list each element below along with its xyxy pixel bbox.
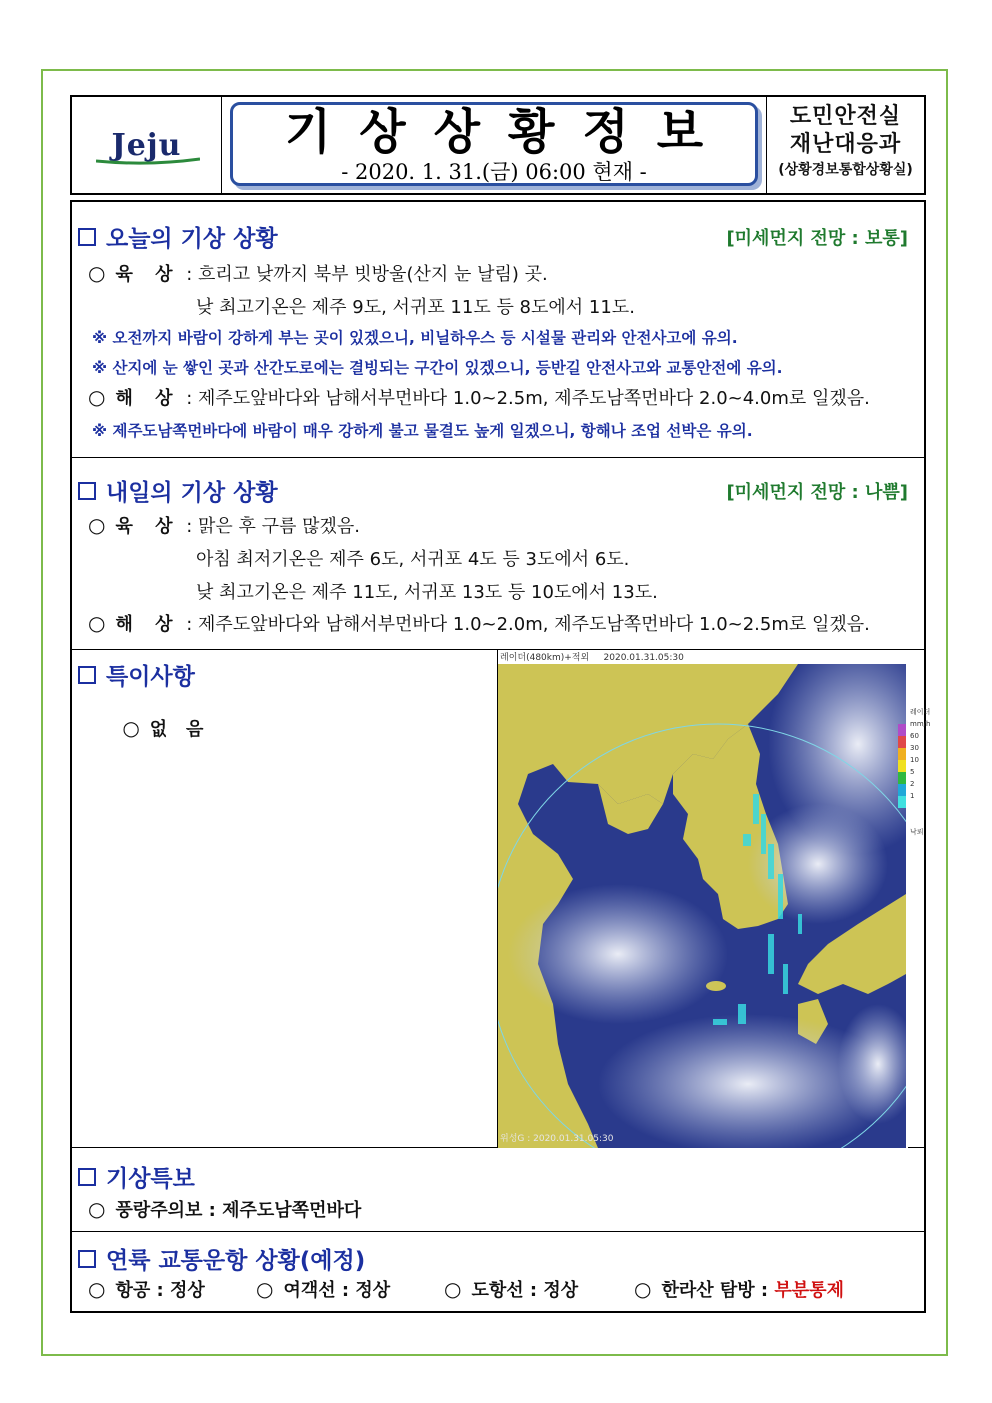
circle-bullet-icon: ○ bbox=[88, 611, 106, 635]
radar-echo bbox=[768, 934, 774, 974]
radar-echo bbox=[768, 844, 774, 879]
tomorrow-min-temp: 아침 최저기온은 제주 6도, 서귀포 4도 등 3도에서 6도. bbox=[196, 549, 630, 570]
hallasan-status: 부분통제 bbox=[774, 1280, 844, 1301]
radar-legend bbox=[898, 724, 906, 808]
legend-swatch bbox=[898, 772, 906, 784]
checkbox-icon bbox=[78, 228, 96, 246]
logo-swoosh-icon bbox=[96, 157, 200, 165]
radar-echo bbox=[743, 834, 751, 846]
circle-bullet-icon: ○ bbox=[634, 1277, 652, 1301]
radar-echo bbox=[738, 1004, 746, 1024]
checkbox-icon bbox=[78, 482, 96, 500]
circle-bullet-icon: ○ bbox=[88, 385, 106, 409]
today-title: 오늘의 기상 상황 bbox=[78, 220, 278, 253]
title-cell bbox=[222, 97, 766, 193]
today-land: ○ 육 상 : 흐리고 낮까지 북부 빗방울(산지 눈 날림) 곳. bbox=[88, 261, 548, 285]
legend-value: 60 bbox=[910, 732, 919, 740]
radar-echo bbox=[783, 964, 788, 994]
today-section bbox=[72, 202, 924, 458]
today-land-temp: 낮 최고기온은 제주 9도, 서귀포 11도 등 8도에서 11도. bbox=[196, 297, 635, 318]
today-note-wind: ※ 오전까지 바람이 강하게 부는 곳이 있겠으니, 비닐하우스 등 시설물 관리와 안전사고에 유의. bbox=[92, 329, 738, 347]
tomorrow-max-temp: 낮 최고기온은 제주 11도, 서귀포 13도 등 10도에서 13도. bbox=[196, 582, 658, 603]
report-date: - 2020. 1. 31.(금) 06:00 현재 - bbox=[341, 160, 647, 184]
checkbox-icon bbox=[78, 1168, 96, 1186]
legend-swatch bbox=[898, 784, 906, 796]
traffic-title: 연륙 교통운항 상황(예정) bbox=[78, 1242, 365, 1275]
circle-bullet-icon: ○ bbox=[88, 1277, 106, 1301]
legend-swatch bbox=[898, 724, 906, 736]
cloud-mass bbox=[508, 884, 728, 1024]
radar-echo bbox=[713, 1019, 727, 1025]
radar-echo bbox=[761, 814, 766, 854]
circle-bullet-icon: ○ bbox=[122, 716, 140, 740]
tomorrow-title: 내일의 기상 상황 bbox=[78, 474, 278, 507]
today-sea: ○ 해 상 : 제주도앞바다와 남해서부먼바다 1.0~2.5m, 제주도남쪽먼바다 2.0~4.0m로 일겠음. bbox=[88, 385, 870, 409]
radar-map bbox=[498, 664, 906, 1148]
radar-echo bbox=[778, 874, 783, 919]
department bbox=[766, 97, 924, 193]
legend-swatch bbox=[898, 796, 906, 808]
warning-title: 기상특보 bbox=[78, 1160, 195, 1193]
circle-bullet-icon: ○ bbox=[88, 261, 106, 285]
tomorrow-sea: ○ 해 상 : 제주도앞바다와 남해서부먼바다 1.0~2.0m, 제주도남쪽먼바다 1.0~2.5m로 일겠음. bbox=[88, 611, 870, 635]
dept-room: (상황경보통합상황실) bbox=[778, 162, 913, 178]
legend-value: 5 bbox=[910, 768, 915, 776]
legend-lightning: 낙뢰 bbox=[910, 828, 924, 836]
today-dust-forecast: [미세먼지 전망 : 보통] bbox=[726, 228, 908, 249]
legend-labels: 레이더 mm/h 60 30 10 5 2 1 낙뢰 bbox=[910, 708, 931, 836]
circle-bullet-icon: ○ bbox=[88, 1197, 106, 1221]
radar-footer: 위성G : 2020.01.31.05:30 bbox=[500, 1134, 614, 1144]
circle-bullet-icon: ○ bbox=[256, 1277, 274, 1301]
checkbox-icon bbox=[78, 1250, 96, 1268]
traffic-islandship: ○ 도항선 : 정상 bbox=[444, 1277, 579, 1301]
jeju-logo bbox=[72, 97, 222, 193]
special-title: 특이사항 bbox=[78, 658, 195, 691]
traffic-air: ○ 항공 : 정상 bbox=[88, 1277, 205, 1301]
warning-item: ○ 풍랑주의보 : 제주도남쪽먼바다 bbox=[88, 1197, 362, 1221]
legend-value: 10 bbox=[910, 756, 919, 764]
legend-swatch bbox=[898, 760, 906, 772]
report-header bbox=[70, 95, 926, 195]
legend-value: 1 bbox=[910, 792, 915, 800]
checkbox-icon bbox=[78, 666, 96, 684]
dept-office: 도민안전실 bbox=[789, 104, 902, 129]
tomorrow-section bbox=[72, 458, 924, 650]
circle-bullet-icon: ○ bbox=[88, 513, 106, 537]
radar-header: 레이더(480km)+적외 2020.01.31.05:30 bbox=[500, 653, 684, 663]
report-body bbox=[70, 200, 931, 1313]
traffic-hallasan: ○ 한라산 탐방 : 부분통제 bbox=[634, 1277, 844, 1301]
legend-value: 2 bbox=[910, 780, 915, 788]
logo-text: Jeju bbox=[111, 127, 182, 163]
title-box bbox=[230, 102, 758, 186]
dept-division: 재난대응과 bbox=[789, 132, 902, 157]
tomorrow-dust-forecast: [미세먼지 전망 : 나쁨] bbox=[726, 482, 908, 503]
radar-echo bbox=[798, 914, 802, 934]
radar-echo bbox=[753, 794, 759, 824]
today-note-sea: ※ 제주도남쪽먼바다에 바람이 매우 강하게 불고 물결도 높게 일겠으니, 항해나 조업 선박은 유의. bbox=[92, 422, 753, 440]
circle-bullet-icon: ○ bbox=[444, 1277, 462, 1301]
today-note-ice: ※ 산지에 눈 쌓인 곳과 산간도로에는 결빙되는 구간이 있겠으니, 등반길 안전사고와 교통안전에 유의. bbox=[92, 359, 783, 377]
legend-swatch bbox=[898, 748, 906, 760]
radar-satellite-image bbox=[497, 650, 931, 1148]
tomorrow-land: ○ 육 상 : 맑은 후 구름 많겠음. bbox=[88, 513, 361, 537]
legend-value: 30 bbox=[910, 744, 919, 752]
warning-section bbox=[72, 1148, 924, 1232]
traffic-ferry: ○ 여객선 : 정상 bbox=[256, 1277, 391, 1301]
page-title: 기상상황정보 bbox=[284, 106, 732, 159]
traffic-section bbox=[72, 1232, 924, 1311]
special-item: ○ 없 음 bbox=[122, 716, 204, 740]
legend-swatch bbox=[898, 736, 906, 748]
